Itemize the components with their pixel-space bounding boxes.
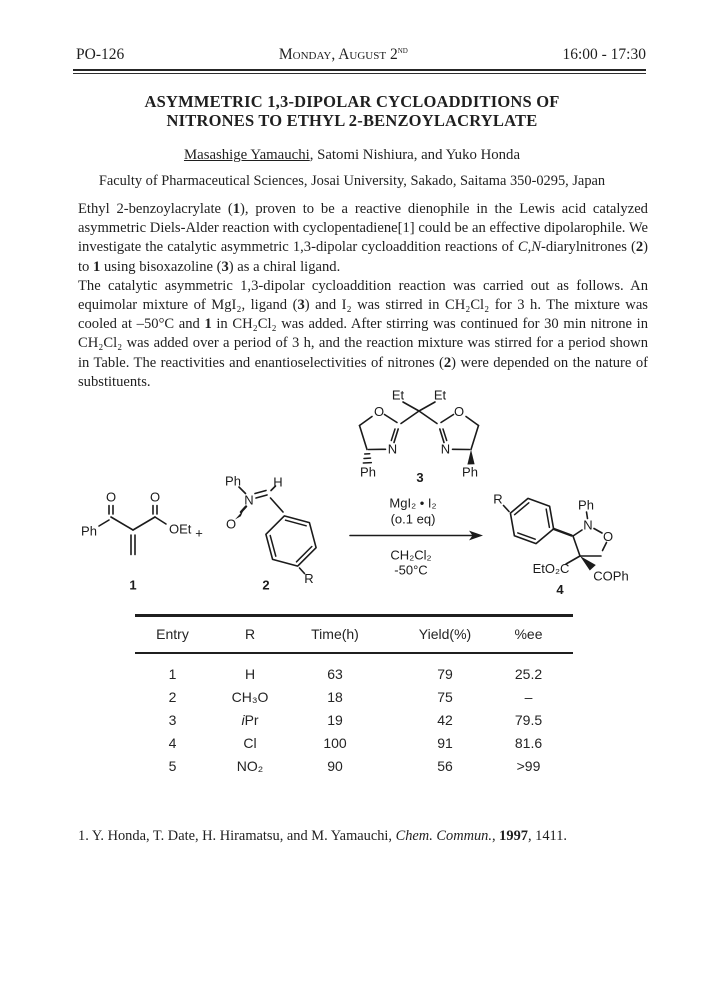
session-date: Monday, August 2nd	[278, 46, 408, 64]
table-cell: 79.5	[514, 711, 543, 728]
table-cell: 25.2	[514, 665, 543, 682]
table-cell: 5	[168, 758, 177, 775]
c3-n-right: N	[440, 441, 451, 457]
reference: 1. Y. Honda, T. Date, H. Hiramatsu, and M. Yamauchi, Chem. Commun., 1997, 1411.	[78, 828, 567, 844]
session-time: 16:00 - 17:30	[562, 46, 646, 64]
c4-nitrogen: N	[583, 517, 593, 533]
table-cell: 42	[437, 711, 453, 728]
paragraph-1: Ethyl 2-benzoylacrylate (1), proven to be a reactive dienophile in the Lewis acid catalyzed asymmetric Diels-Alder reaction with cyclopentadiene[1] could be an effective dipolarophile. We investigate the catalytic asymmetric 1,3-dipolar cycloaddition reactions of C,N-diarylnitrones (2) to 1 using bisoxazoline (3) as a chiral ligand.	[78, 201, 648, 275]
compound-3-number: 3	[416, 470, 424, 485]
table-cell: 79	[437, 665, 453, 682]
c3-ph-right: Ph	[462, 464, 478, 480]
compound-3-structure	[360, 388, 479, 486]
c1-oet-label: OEt	[169, 521, 192, 537]
table-cell: H	[244, 665, 256, 682]
table-header-cell: %ee	[514, 626, 543, 642]
table-cell: –	[524, 688, 533, 705]
c2-h-label: H	[273, 474, 283, 490]
table-header-cell: Yield(%)	[418, 626, 472, 642]
compound-1-structure	[81, 490, 192, 593]
table-cell: 3	[168, 711, 177, 728]
c1-ester-oxygen: O	[149, 489, 161, 505]
page-header	[76, 46, 646, 64]
c4-acyl-label: COPh	[593, 568, 629, 584]
table-row	[135, 732, 573, 755]
c3-o-left: O	[373, 404, 385, 419]
c3-et-right: Et	[433, 387, 447, 403]
table-header-cell: Entry	[156, 626, 189, 642]
title-line-1: ASYMMETRIC 1,3-DIPOLAR CYCLOADDITIONS OF	[144, 92, 560, 111]
table-cell: 2	[168, 688, 177, 705]
plus-sign: +	[195, 525, 203, 541]
compound-2-number: 2	[262, 577, 270, 593]
table-row	[135, 755, 573, 778]
table-cell: 19	[327, 711, 343, 728]
table-header-cell: R	[244, 626, 256, 642]
table-cell: >99	[516, 758, 541, 775]
c1-ketone-oxygen: O	[105, 489, 117, 505]
reaction-conditions	[350, 496, 483, 578]
table-header-cell: Time(h)	[311, 626, 359, 642]
table-cell: NO₂	[236, 758, 264, 775]
c4-ph-label: Ph	[578, 497, 594, 513]
table-cell: CH₃O	[231, 688, 269, 705]
c2-r-label: R	[304, 571, 314, 586]
c3-et-left: Et	[391, 387, 405, 403]
table-cell: 100	[323, 735, 347, 752]
compound-4-number: 4	[556, 582, 564, 597]
c2-oxygen: O	[225, 516, 237, 532]
solvent-text: CH₂Cl₂	[390, 547, 432, 563]
table-cell: Cl	[243, 735, 257, 752]
reagent-text: MgI₂ • I₂	[389, 495, 437, 511]
compound-2-structure	[225, 474, 316, 593]
authors: Masashige Yamauchi, Satomi Nishiura, and Yuko Honda	[183, 147, 521, 163]
paragraph-2: The catalytic asymmetric 1,3-dipolar cycloaddition reaction was carried out as follows. An equimolar mixture of MgI₂, ligand (3) and I₂ was stirred in CH₂Cl₂ for 3 h. The mixture was cooled at –50°C and 1 in CH₂Cl₂ was added. After stirring was continued for 30 min nitrone in CH₂Cl₂ was added over a period of 3 h, and the reaction mixture was stirred for a period shown in Table. The reactivities and enantioselectivities of nitrones (2) were depended on the nature of substituents.	[78, 277, 648, 390]
table-cell: 1	[168, 665, 177, 682]
table-cell: 75	[437, 688, 453, 705]
compound-4-structure	[493, 492, 628, 598]
poster-code: PO-126	[76, 46, 125, 64]
table-cell: 81.6	[514, 735, 543, 752]
results-table-header-row	[135, 617, 573, 652]
c4-ester-label: EtO₂C	[532, 561, 570, 576]
table-cell: 4	[168, 735, 177, 752]
temperature-text: -50°C	[394, 562, 428, 578]
c2-nitrogen: N	[244, 492, 254, 508]
table-cell: 56	[437, 758, 453, 775]
c1-ph-label: Ph	[81, 523, 97, 539]
table-cell: 18	[327, 688, 343, 705]
table-row	[135, 708, 573, 731]
title-line-2: NITRONES TO ETHYL 2-BENZOYLACRYLATE	[166, 111, 538, 130]
reaction-scheme	[65, 378, 655, 615]
results-table-body	[135, 654, 573, 778]
c4-r-label: R	[493, 491, 503, 507]
header-rule	[73, 69, 646, 74]
c2-ph-label: Ph	[225, 473, 241, 489]
page-title	[0, 92, 704, 130]
table-cell: 63	[327, 665, 343, 682]
table-row	[135, 685, 573, 708]
affiliation: Faculty of Pharmaceutical Sciences, Josai University, Sakado, Saitama 350-0295, Japan	[98, 173, 606, 189]
c3-ph-left: Ph	[360, 464, 376, 480]
equivalents-text: (o.1 eq)	[390, 511, 436, 527]
table-cell: iPr	[241, 711, 259, 728]
table-row	[135, 662, 573, 685]
results-table	[135, 614, 573, 778]
table-cell: 91	[437, 735, 453, 752]
abstract-body	[78, 200, 648, 392]
table-cell: 90	[327, 758, 343, 775]
c3-o-right: O	[453, 404, 465, 419]
compound-1-number: 1	[129, 577, 137, 593]
c4-oxygen: O	[602, 529, 614, 544]
c3-n-left: N	[387, 441, 398, 457]
